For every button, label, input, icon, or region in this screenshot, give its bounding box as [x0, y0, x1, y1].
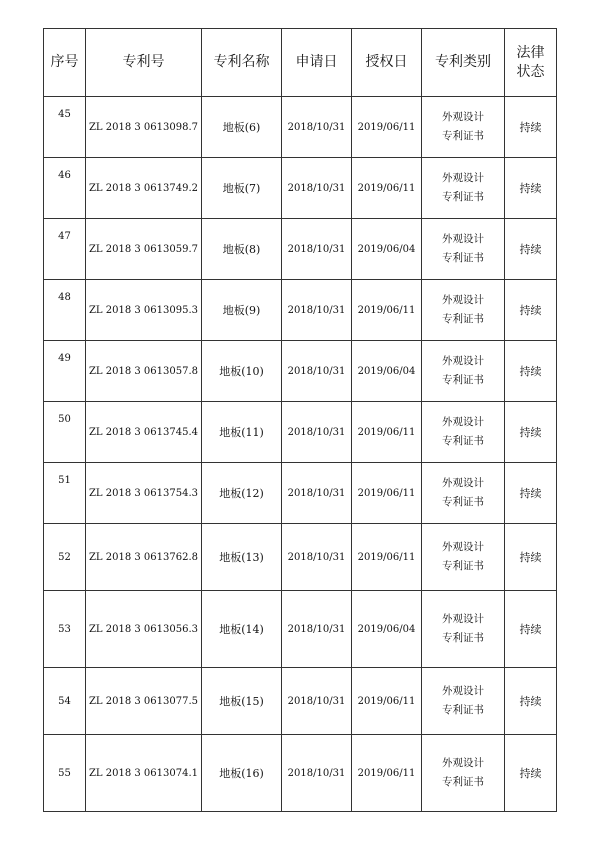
seq-value: 51: [58, 475, 71, 486]
category-line2: 专利证书: [442, 313, 484, 325]
cell-category: [422, 524, 505, 591]
category-line1: 外观设计: [442, 685, 484, 697]
cell-category: [422, 402, 505, 463]
cell-patent-name: 地板(13): [202, 524, 282, 591]
cell-category: [422, 735, 505, 812]
cell-category: [422, 591, 505, 668]
cell-patent-no: ZL 2018 3 0613745.4: [86, 402, 202, 463]
cell-patent-no: ZL 2018 3 0613059.7: [86, 219, 202, 280]
cell-apply-date: 2018/10/31: [282, 668, 352, 735]
cell-category: [422, 341, 505, 402]
category-line1: 外观设计: [442, 294, 484, 306]
cell-seq: [44, 97, 86, 158]
cell-grant-date: 2019/06/11: [352, 97, 422, 158]
cell-category: [422, 463, 505, 524]
header-patent-name: 专利名称: [202, 29, 282, 97]
category-line2: 专利证书: [442, 496, 484, 508]
header-legal-status-line2: 状态: [516, 63, 545, 80]
cell-seq: [44, 280, 86, 341]
cell-patent-name: 地板(15): [202, 668, 282, 735]
table-row: [44, 341, 557, 402]
category-line2: 专利证书: [442, 776, 484, 788]
cell-patent-no: ZL 2018 3 0613754.3: [86, 463, 202, 524]
header-grant-date: 授权日: [352, 29, 422, 97]
cell-grant-date: 2019/06/04: [352, 219, 422, 280]
cell-seq: [44, 219, 86, 280]
cell-legal-status: 持续: [505, 463, 557, 524]
category-line1: 外观设计: [442, 477, 484, 489]
cell-grant-date: 2019/06/11: [352, 402, 422, 463]
cell-seq: [44, 735, 86, 812]
cell-legal-status: 持续: [505, 97, 557, 158]
table-row: [44, 280, 557, 341]
cell-legal-status: 持续: [505, 219, 557, 280]
category-line2: 专利证书: [442, 632, 484, 644]
table-row: [44, 219, 557, 280]
cell-grant-date: 2019/06/11: [352, 158, 422, 219]
cell-legal-status: 持续: [505, 402, 557, 463]
cell-patent-no: ZL 2018 3 0613074.1: [86, 735, 202, 812]
cell-seq: [44, 158, 86, 219]
cell-grant-date: 2019/06/11: [352, 524, 422, 591]
cell-patent-name: 地板(8): [202, 219, 282, 280]
table-row: [44, 668, 557, 735]
table-row: [44, 735, 557, 812]
seq-value: 47: [58, 231, 71, 242]
header-legal-status: [505, 29, 557, 97]
cell-legal-status: 持续: [505, 158, 557, 219]
cell-apply-date: 2018/10/31: [282, 280, 352, 341]
cell-patent-name: 地板(12): [202, 463, 282, 524]
cell-legal-status: 持续: [505, 735, 557, 812]
cell-patent-name: 地板(14): [202, 591, 282, 668]
cell-grant-date: 2019/06/11: [352, 280, 422, 341]
cell-apply-date: 2018/10/31: [282, 97, 352, 158]
cell-patent-name: 地板(7): [202, 158, 282, 219]
cell-apply-date: 2018/10/31: [282, 524, 352, 591]
cell-grant-date: 2019/06/11: [352, 463, 422, 524]
category-line2: 专利证书: [442, 252, 484, 264]
table-row: [44, 402, 557, 463]
cell-legal-status: 持续: [505, 524, 557, 591]
cell-patent-no: ZL 2018 3 0613762.8: [86, 524, 202, 591]
category-line1: 外观设计: [442, 355, 484, 367]
cell-legal-status: 持续: [505, 668, 557, 735]
category-line1: 外观设计: [442, 757, 484, 769]
category-line1: 外观设计: [442, 172, 484, 184]
header-apply-date: 申请日: [282, 29, 352, 97]
seq-value: 45: [58, 109, 71, 120]
table-row: [44, 591, 557, 668]
cell-seq: [44, 524, 86, 591]
seq-value: 55: [58, 767, 71, 779]
cell-legal-status: 持续: [505, 280, 557, 341]
cell-grant-date: 2019/06/04: [352, 591, 422, 668]
header-category: 专利类别: [422, 29, 505, 97]
seq-value: 46: [58, 170, 71, 181]
cell-patent-name: 地板(11): [202, 402, 282, 463]
cell-apply-date: 2018/10/31: [282, 219, 352, 280]
cell-category: [422, 97, 505, 158]
header-patent-no: 专利号: [86, 29, 202, 97]
cell-apply-date: 2018/10/31: [282, 463, 352, 524]
header-row: [44, 29, 557, 97]
cell-seq: [44, 591, 86, 668]
category-line1: 外观设计: [442, 416, 484, 428]
cell-grant-date: 2019/06/04: [352, 341, 422, 402]
cell-patent-name: 地板(9): [202, 280, 282, 341]
cell-patent-name: 地板(6): [202, 97, 282, 158]
header-legal-status-line1: 法律: [516, 44, 545, 61]
cell-patent-no: ZL 2018 3 0613095.3: [86, 280, 202, 341]
category-line1: 外观设计: [442, 613, 484, 625]
header-seq: 序号: [44, 29, 86, 97]
cell-category: [422, 219, 505, 280]
cell-seq: [44, 668, 86, 735]
category-line1: 外观设计: [442, 233, 484, 245]
cell-patent-name: 地板(16): [202, 735, 282, 812]
cell-patent-no: ZL 2018 3 0613098.7: [86, 97, 202, 158]
cell-apply-date: 2018/10/31: [282, 341, 352, 402]
cell-apply-date: 2018/10/31: [282, 402, 352, 463]
seq-value: 48: [58, 292, 71, 303]
cell-patent-no: ZL 2018 3 0613056.3: [86, 591, 202, 668]
seq-value: 52: [58, 551, 71, 563]
table-row: [44, 524, 557, 591]
cell-seq: [44, 341, 86, 402]
cell-apply-date: 2018/10/31: [282, 735, 352, 812]
patent-table: [43, 28, 557, 812]
cell-apply-date: 2018/10/31: [282, 158, 352, 219]
category-line2: 专利证书: [442, 130, 484, 142]
cell-patent-no: ZL 2018 3 0613077.5: [86, 668, 202, 735]
cell-category: [422, 668, 505, 735]
cell-grant-date: 2019/06/11: [352, 668, 422, 735]
category-line2: 专利证书: [442, 560, 484, 572]
cell-legal-status: 持续: [505, 341, 557, 402]
cell-apply-date: 2018/10/31: [282, 591, 352, 668]
table-row: [44, 463, 557, 524]
seq-value: 50: [58, 414, 71, 425]
cell-legal-status: 持续: [505, 591, 557, 668]
cell-category: [422, 280, 505, 341]
category-line2: 专利证书: [442, 704, 484, 716]
category-line1: 外观设计: [442, 541, 484, 553]
category-line2: 专利证书: [442, 191, 484, 203]
table-row: [44, 97, 557, 158]
seq-value: 49: [58, 353, 71, 364]
cell-grant-date: 2019/06/11: [352, 735, 422, 812]
category-line1: 外观设计: [442, 111, 484, 123]
cell-patent-name: 地板(10): [202, 341, 282, 402]
seq-value: 54: [58, 695, 71, 707]
cell-patent-no: ZL 2018 3 0613749.2: [86, 158, 202, 219]
table-row: [44, 158, 557, 219]
cell-seq: [44, 463, 86, 524]
cell-seq: [44, 402, 86, 463]
category-line2: 专利证书: [442, 435, 484, 447]
category-line2: 专利证书: [442, 374, 484, 386]
seq-value: 53: [58, 623, 71, 635]
cell-category: [422, 158, 505, 219]
cell-patent-no: ZL 2018 3 0613057.8: [86, 341, 202, 402]
